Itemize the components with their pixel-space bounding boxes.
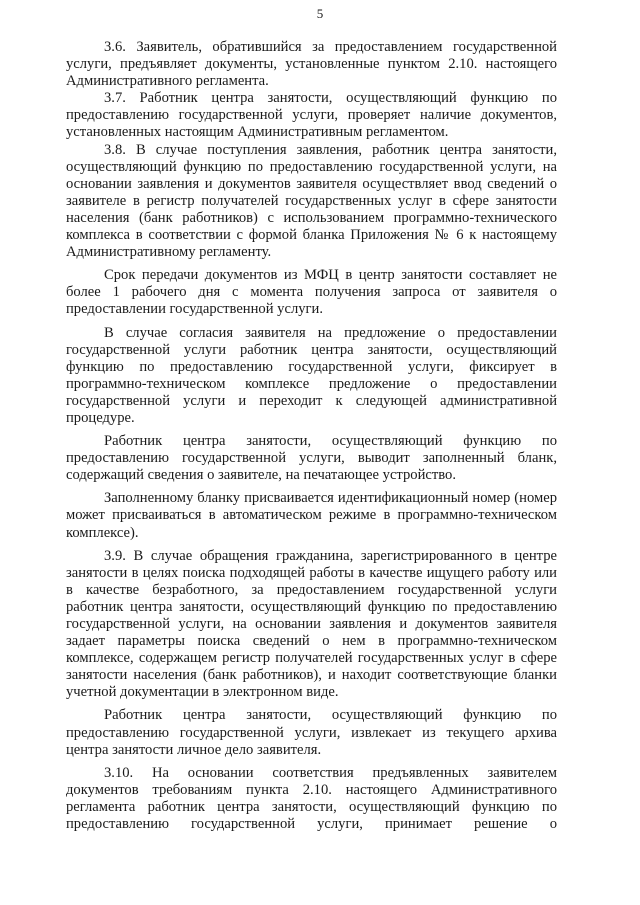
- paragraph-3-9: 3.9. В случае обращения гражданина, зарегистрированного в центре занятости в целях поиска подходящей работы в качестве ищущего работу или в качестве безработного, за предоставлением государственной услуги работник центра занятости, осуществляющий функцию по предоставлению государственной услуги, на основании заявления и документов заявителя задает параметры поиска сведений о нем в программно-техническом комплексе, содержащем регистр получателей государственных услуг в сфере занятости населения (банк работников), и находит соответствующие бланки учетной документации в электронном виде.: [66, 547, 557, 701]
- paragraph-3-6: 3.6. Заявитель, обратившийся за предоставлением государственной услуги, предъявляет документы, установленные пунктом 2.10. настоящего Административного регламента.: [66, 39, 557, 90]
- paragraph-archive: Работник центра занятости, осуществляющий функцию по предоставлению государственной услуги, извлекает из текущего архива центра занятости личное дело заявителя.: [66, 707, 557, 758]
- paragraph-form-number: Заполненному бланку присваивается идентификационный номер (номер может присваиваться в автоматическом режиме в программно-техническом комплексе).: [66, 490, 557, 541]
- paragraph-transfer-term: Срок передачи документов из МФЦ в центр занятости составляет не более 1 рабочего дня с момента получения запроса от заявителя о предоставлении государственной услуги.: [66, 267, 557, 318]
- paragraph-consent: В случае согласия заявителя на предложение о предоставлении государственной услуги работник центра занятости, осуществляющий функцию по предоставлению государственной услуги, фиксирует в программно-техническом комплексе предложение о предоставлении государственной услуги и переходит к следующей административной процедуре.: [66, 324, 557, 426]
- paragraph-3-7: 3.7. Работник центра занятости, осуществляющий функцию по предоставлению государственной услуги, проверяет наличие документов, установленных настоящим Административным регламентом.: [66, 90, 557, 141]
- paragraph-3-10: 3.10. На основании соответствия предъявленных заявителем документов требованиям пункта 2.10. настоящего Административного регламента работник центра занятости, осуществляющий функцию по предоставлению государственной услуги, принимает решение о: [66, 764, 557, 833]
- paragraph-3-8: 3.8. В случае поступления заявления, работник центра занятости, осуществляющий функцию по предоставлению государственной услуги, на основании заявления и документов заявителя осуществляет ввод сведений о заявителе в регистр получателей государственных услуг в сфере занятости населения (банк работников) с использованием программно-технического комплекса в соответствии с формой бланка Приложения № 6 к настоящему Административному регламенту.: [66, 141, 557, 261]
- regulation-text: [66, 39, 557, 833]
- paragraph-print-form: Работник центра занятости, осуществляющий функцию по предоставлению государственной услуги, выводит заполненный бланк, содержащий сведения о заявителе, на печатающее устройство.: [66, 433, 557, 484]
- page-number: 5: [316, 6, 324, 21]
